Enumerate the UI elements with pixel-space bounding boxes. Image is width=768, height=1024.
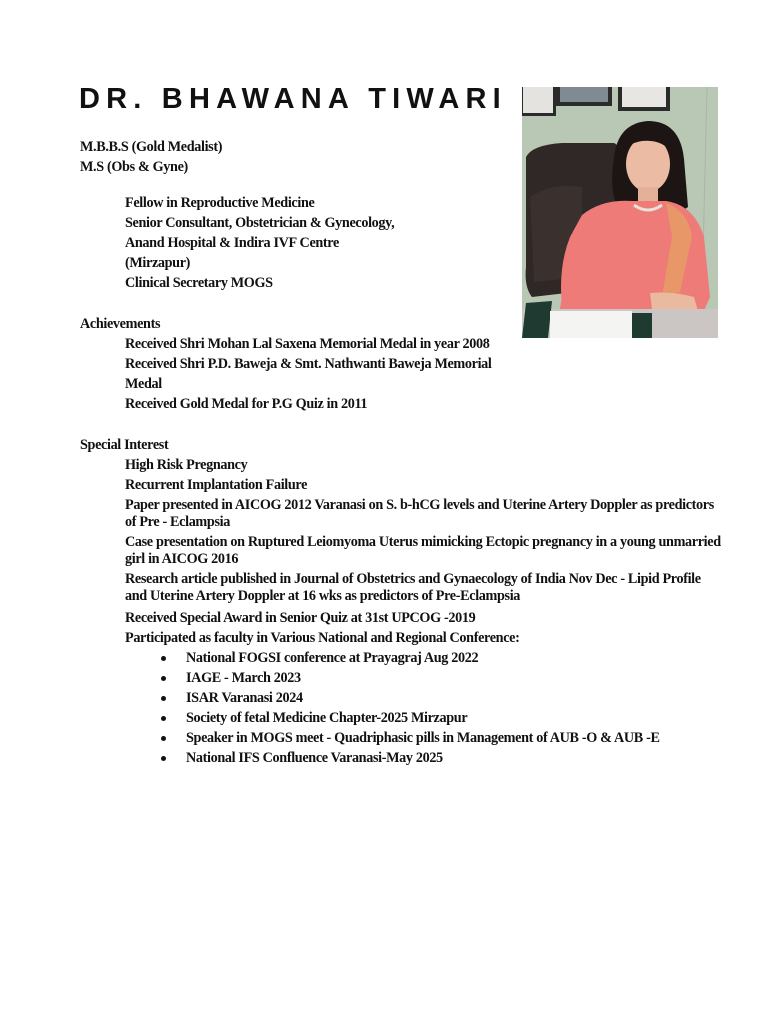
interest-item: Recurrent Implantation Failure [125,477,308,493]
bullet-icon [161,696,166,701]
interest-item: High Risk Pregnancy [125,457,248,473]
position-item: Clinical Secretary MOGS [125,275,273,291]
doctor-name-title: DR. BHAWANA TIWARI [79,83,507,115]
profile-photo [522,87,718,338]
bullet-icon [161,676,166,681]
conference-item: Society of fetal Medicine Chapter-2025 Mirzapur [80,708,725,728]
degrees-block [80,137,222,177]
conference-list [80,648,725,768]
degree-mbbs: M.B.B.S (Gold Medalist) [80,139,223,155]
position-item: Anand Hospital & Indira IVF Centre [125,235,339,251]
bullet-icon [161,756,166,761]
position-item: Senior Consultant, Obstetrician & Gynecology, [125,215,395,231]
interest-item: Paper presented in AICOG 2012 Varanasi on S. b-hCG levels and Uterine Artery Doppler as predictors of Pre - Eclampsia [125,497,714,530]
achievement-item: Received Shri Mohan Lal Saxena Memorial Medal in year 2008 [125,336,490,352]
conference-item: Speaker in MOGS meet - Quadriphasic pills in Management of AUB -O & AUB -E [80,728,725,748]
interest-item: Research article published in Journal of Obstetrics and Gynaecology of India Nov Dec - Lipid Profile and Uterine Artery Doppler at 16 wks as predictors of Pre-Eclampsia [125,571,701,604]
bullet-icon [161,736,166,741]
portrait-image [522,87,718,338]
position-item: (Mirzapur) [125,255,191,271]
achievement-item: Received Gold Medal for P.G Quiz in 2011 [125,396,368,412]
conference-item: IAGE - March 2023 [80,668,725,688]
bullet-icon [161,716,166,721]
special-interest-section [80,435,725,768]
achievements-heading: Achievements [80,316,161,332]
degree-ms: M.S (Obs & Gyne) [80,159,188,175]
interest-item: Participated as faculty in Various National and Regional Conference: [125,630,520,646]
conference-item: National FOGSI conference at Prayagraj Aug 2022 [80,648,725,668]
interest-item: Case presentation on Ruptured Leiomyoma Uterus mimicking Ectopic pregnancy in a young unmarried girl in AICOG 2016 [125,534,721,567]
conference-item: National IFS Confluence Varanasi-May 2025 [80,748,725,768]
special-interest-list [80,455,725,648]
achievements-list [80,334,492,414]
interest-item: Received Special Award in Senior Quiz at 31st UPCOG -2019 [125,610,476,626]
achievement-item: Received Shri P.D. Baweja & Smt. Nathwanti Baweja Memorial [125,356,492,372]
special-interest-heading: Special Interest [80,437,169,453]
conference-item: ISAR Varanasi 2024 [80,688,725,708]
achievements-section [80,314,492,414]
achievement-item: Medal [125,376,162,392]
position-item: Fellow in Reproductive Medicine [125,195,315,211]
positions-block [80,193,394,293]
bullet-icon [161,656,166,661]
